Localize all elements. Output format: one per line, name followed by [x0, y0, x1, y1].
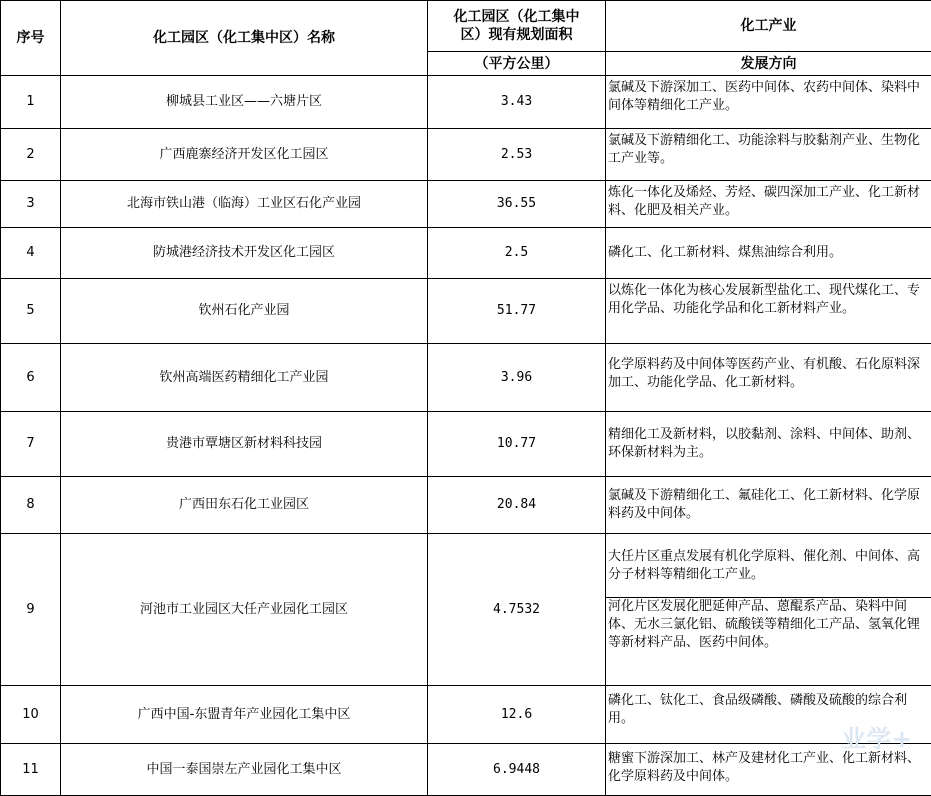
- row-name: 柳城县工业区——六塘片区: [61, 76, 428, 129]
- row-direction: 氯碱及下游精细化工、功能涂料与胶黏剂产业、生物化工产业等。: [606, 129, 931, 181]
- row-index: 10: [1, 686, 61, 744]
- row-name: 河池市工业园区大任产业园化工园区: [61, 534, 428, 686]
- table-row: [1, 744, 931, 796]
- row-index: 4: [1, 228, 61, 279]
- table-row: [1, 686, 931, 744]
- row-direction: 氯碱及下游精细化工、氟硅化工、化工新材料、化学原料药及中间体。: [606, 477, 931, 534]
- row-direction: 磷化工、钛化工、食品级磷酸、磷酸及硫酸的综合利用。: [606, 686, 931, 744]
- row-direction: 大任片区重点发展有机化学原料、催化剂、中间体、高分子材料等精细化工产业。: [606, 534, 931, 598]
- row-index: 5: [1, 279, 61, 344]
- header-area: [428, 1, 606, 52]
- row-index: 3: [1, 181, 61, 228]
- row-direction-secondary: 河化片区发展化肥延伸产品、蒽醌系产品、染料中间体、无水三氯化铝、硫酸镁等精细化工产品、氢氧化锂等新材料产品、医药中间体。: [606, 598, 931, 686]
- row-name: 北海市铁山港（临海）工业区石化产业园: [61, 181, 428, 228]
- table-row: [1, 344, 931, 412]
- table-row: [1, 181, 931, 228]
- row-name: 钦州石化产业园: [61, 279, 428, 344]
- header-name: 化工园区（化工集中区）名称: [61, 1, 428, 76]
- row-direction: 精细化工及新材料，以胶黏剂、涂料、中间体、助剂、环保新材料为主。: [606, 412, 931, 477]
- header-industry: 化工产业: [606, 1, 931, 52]
- row-direction: 氯碱及下游深加工、医药中间体、农药中间体、染料中间体等精细化工产业。: [606, 76, 931, 129]
- row-index: 6: [1, 344, 61, 412]
- row-area: 51.77: [428, 279, 606, 344]
- row-index: 9: [1, 534, 61, 686]
- row-area: 12.6: [428, 686, 606, 744]
- row-area: 36.55: [428, 181, 606, 228]
- header-direction: 发展方向: [606, 52, 931, 76]
- row-area: 3.43: [428, 76, 606, 129]
- table-row: [1, 129, 931, 181]
- row-area: 4.7532: [428, 534, 606, 686]
- row-area: 6.9448: [428, 744, 606, 796]
- header-index: 序号: [1, 1, 61, 76]
- header-area-unit: （平方公里）: [428, 52, 606, 76]
- table-row: [1, 412, 931, 477]
- row-name: 广西田东石化工业园区: [61, 477, 428, 534]
- table-row: [1, 477, 931, 534]
- table-row: [1, 228, 931, 279]
- row-direction: 化学原料药及中间体等医药产业、有机酸、石化原料深加工、功能化学品、化工新材料。: [606, 344, 931, 412]
- row-name: 广西中国-东盟青年产业园化工集中区: [61, 686, 428, 744]
- row-direction: 以炼化一体化为核心发展新型盐化工、现代煤化工、专用化学品、功能化学品和化工新材料产业。: [606, 279, 931, 344]
- header-area-line1: 化工园区（化工集中: [453, 9, 580, 25]
- row-area: 3.96: [428, 344, 606, 412]
- table-row: [1, 76, 931, 129]
- row-area: 2.53: [428, 129, 606, 181]
- row-name: 防城港经济技术开发区化工园区: [61, 228, 428, 279]
- row-name: 中国一泰国崇左产业园化工集中区: [61, 744, 428, 796]
- row-area: 20.84: [428, 477, 606, 534]
- row-name: 广西鹿寨经济开发区化工园区: [61, 129, 428, 181]
- row-index: 2: [1, 129, 61, 181]
- row-index: 1: [1, 76, 61, 129]
- table-row: [1, 534, 931, 598]
- row-index: 7: [1, 412, 61, 477]
- row-area: 10.77: [428, 412, 606, 477]
- header-area-line2: 区）现有规划面积: [460, 27, 573, 43]
- table-row: [1, 279, 931, 344]
- row-index: 8: [1, 477, 61, 534]
- row-index: 11: [1, 744, 61, 796]
- row-name: 钦州高端医药精细化工产业园: [61, 344, 428, 412]
- row-direction: 炼化一体化及烯烃、芳烃、碳四深加工产业、化工新材料、化肥及相关产业。: [606, 181, 931, 228]
- watermark-logo: 业学+: [841, 725, 913, 753]
- row-direction: 磷化工、化工新材料、煤焦油综合利用。: [606, 228, 931, 279]
- row-direction: 糖蜜下游深加工、林产及建材化工产业、化工新材料、化学原料药及中间体。: [606, 744, 931, 796]
- row-name: 贵港市覃塘区新材料科技园: [61, 412, 428, 477]
- row-area: 2.5: [428, 228, 606, 279]
